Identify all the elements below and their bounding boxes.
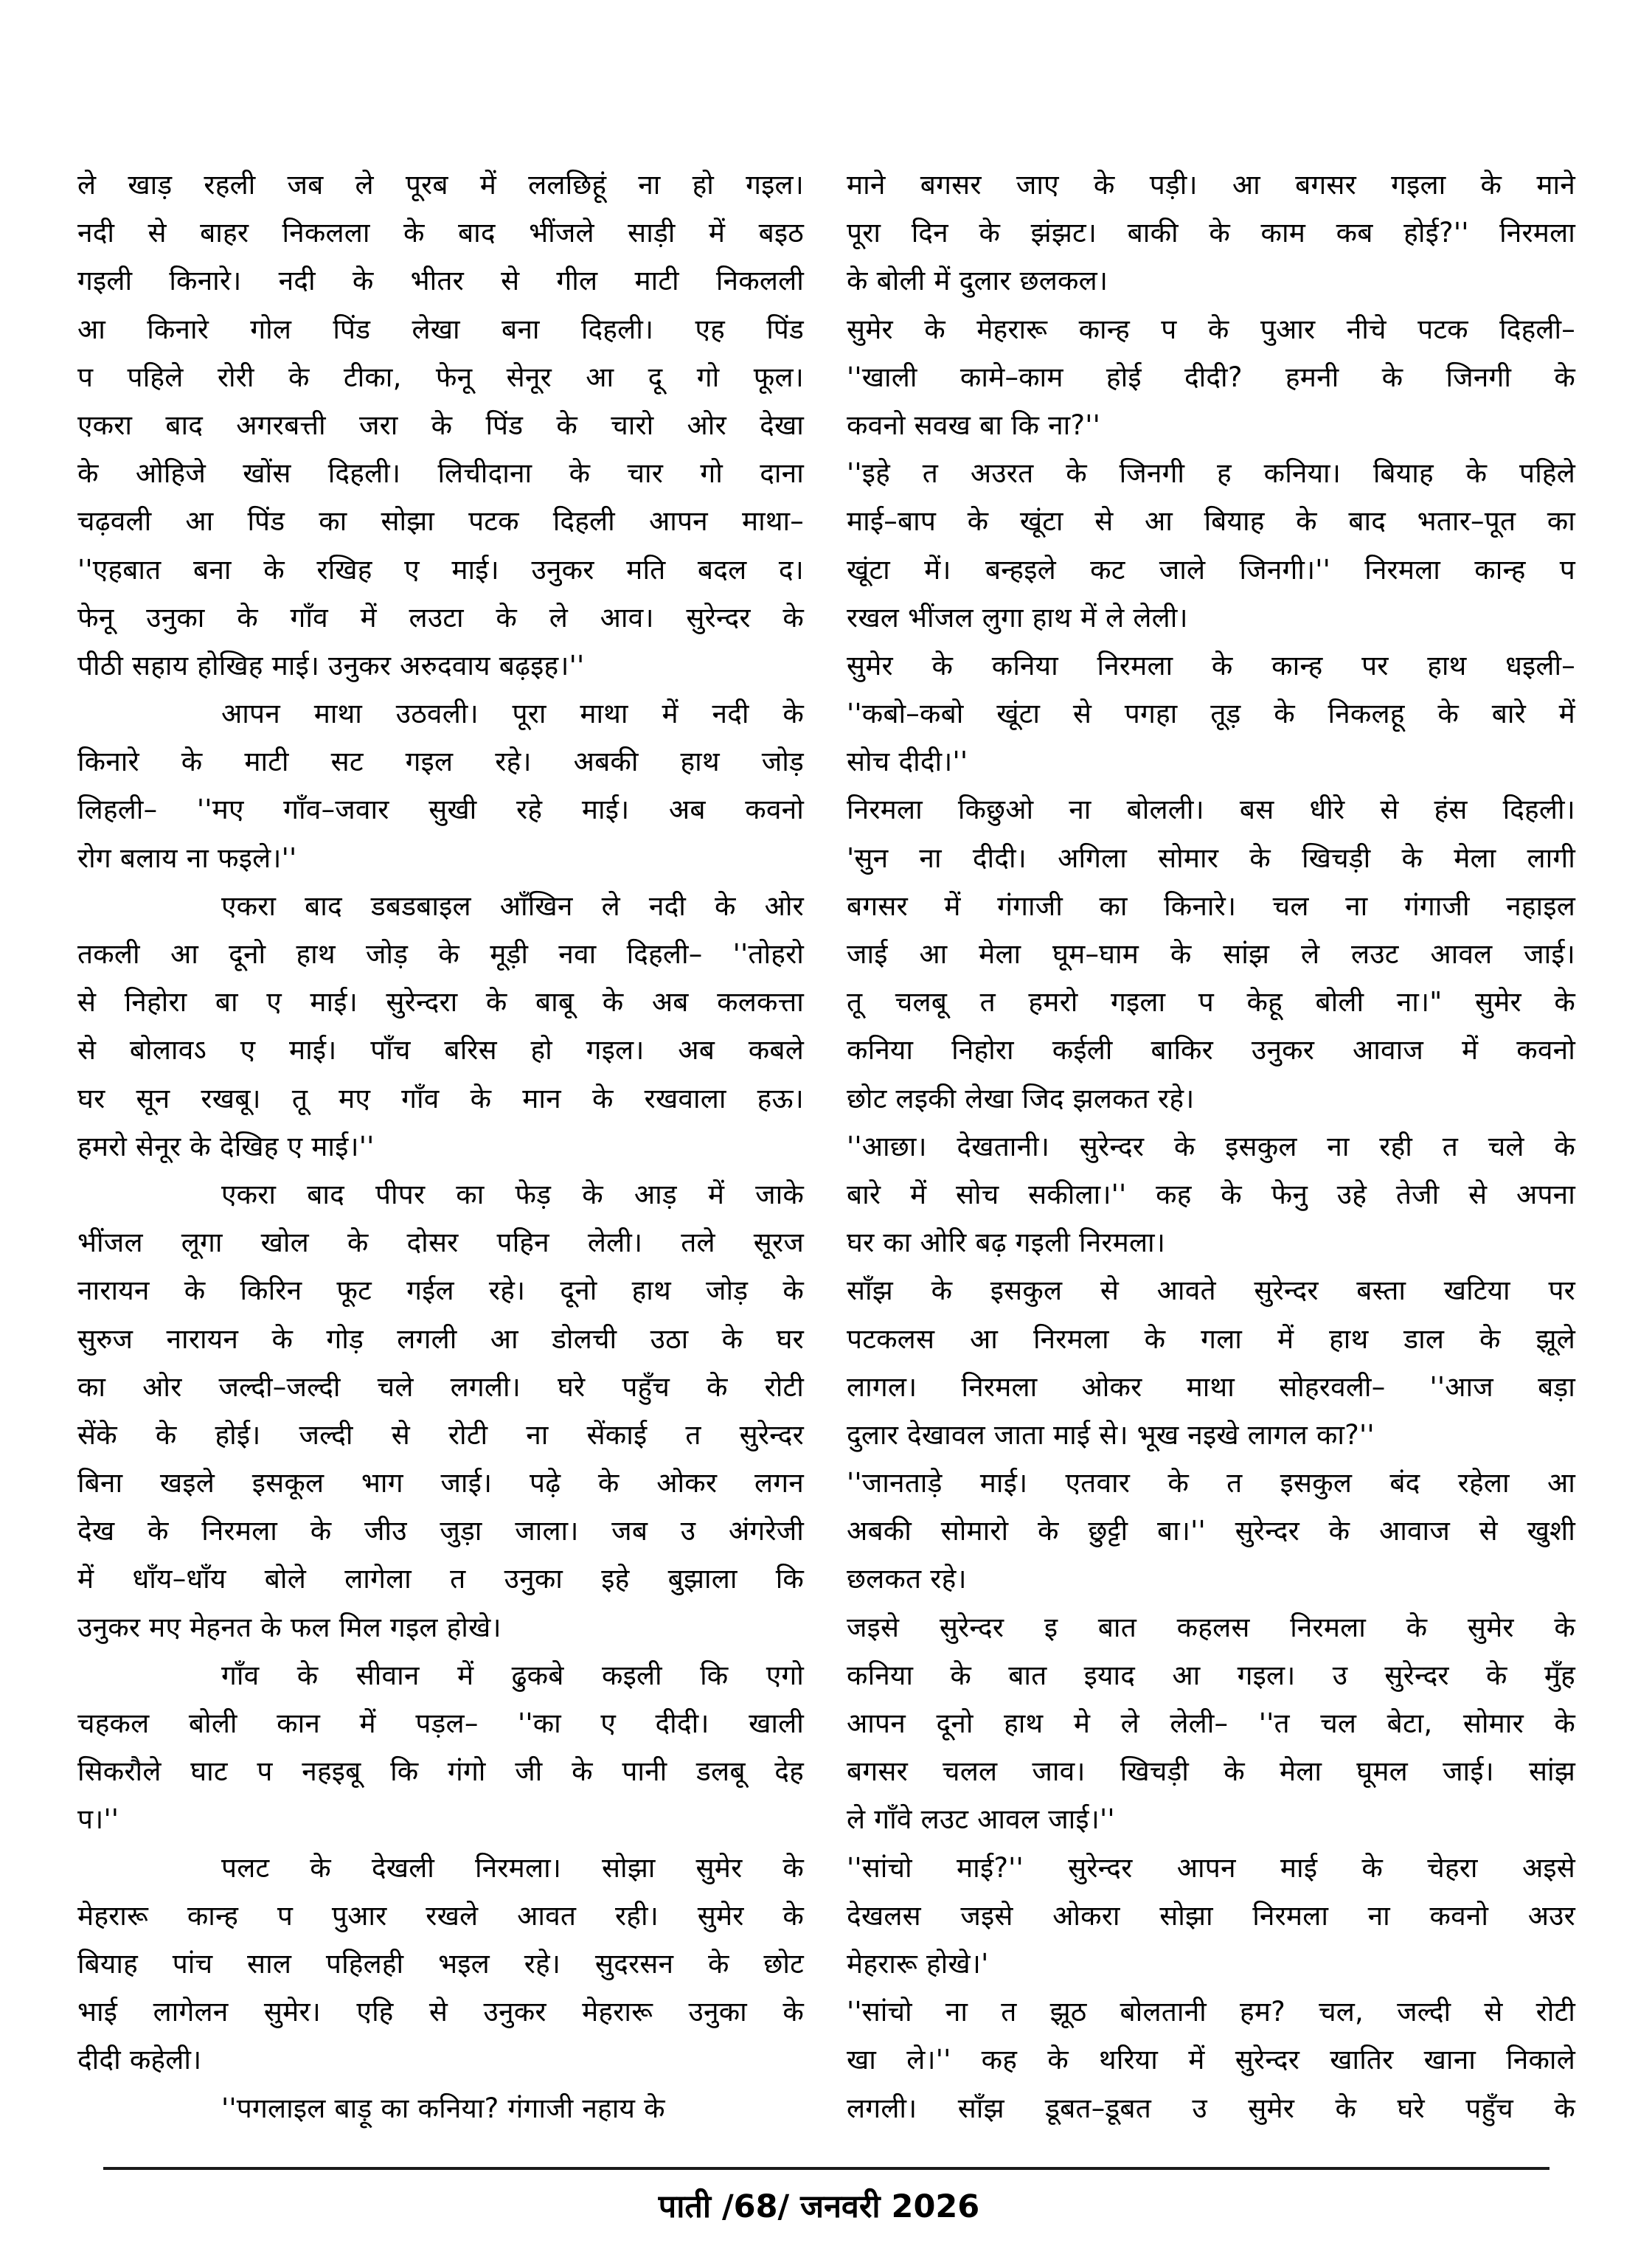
text-line: चहकल बोली कान में पड़ल– ''का ए दीदी। खाली: [77, 1707, 804, 1739]
text-line: के बोली में दुलार छलकल।: [847, 265, 1108, 297]
text-line: देख के निरमला के जीउ जुड़ा जाला। जब उ अंगरेजी: [77, 1515, 804, 1547]
text-line: नदी से बाहर निकलला के बाद भींजले साड़ी में बइठ: [77, 217, 804, 249]
text-line: के ओहिजे खोंस दिहली। लिचीदाना के चार गो दाना: [77, 457, 804, 490]
text-line: सोच दीदी।'': [847, 746, 968, 778]
text-line: एकरा बाद पीपर का फेड़ के आड़ में जाके: [221, 1178, 804, 1210]
text-line: एकरा बाद अगरबत्ती जरा के पिंड के चारो ओर देखा: [77, 409, 804, 441]
text-line: एकरा बाद डबडबाइल आँखिन ले नदी के ओर: [221, 889, 804, 922]
text-line: कनिया निहोरा कईली बाकिर उनुकर आवाज में कवनो: [847, 1034, 1575, 1067]
text-line: अबकी सोमारो के छुट्टी बा।'' सुरेन्दर के आवाज से खुशी: [847, 1515, 1575, 1547]
text-line: रोग बलाय ना फइले।'': [77, 842, 297, 874]
text-line: माई–बाप के खूंटा से आ बियाह के बाद भतार–पूत का: [847, 505, 1575, 538]
text-line: निरमला किछुओ ना बोलली। बस धीरे से हंस दिहली।: [847, 794, 1575, 826]
text-line: ''खाली कामे–काम होई दीदी? हमनी के जिनगी के: [847, 361, 1575, 393]
text-line: बिना खइले इसकूल भाग जाई। पढ़े के ओकर लगन: [77, 1467, 804, 1499]
text-line: बगसर में गंगाजी का किनारे। चल ना गंगाजी नहाइल: [847, 889, 1575, 922]
text-line: तू चलबू त हमरो गइला प केहू बोली ना।" सुमेर के: [847, 986, 1575, 1019]
text-line: 'सुन ना दीदी। अगिला सोमार के खिचड़ी के मेला लागी: [847, 842, 1575, 874]
text-line: कवनो सवख बा कि ना?'': [847, 409, 1101, 441]
text-line: में धाँय–धाँय बोले लागेला त उनुका इहे बुझाला कि: [77, 1563, 804, 1595]
text-line: गाँव के सीवान में ढुकबे कइली कि एगो: [221, 1659, 804, 1691]
text-line: बगसर चलल जाव। खिचड़ी के मेला घूमल जाई। सांझ: [847, 1755, 1575, 1788]
text-line: रखल भींजल लुगा हाथ में ले लेली।: [847, 601, 1188, 634]
text-line: हमरो सेनूर के देखिह ए माई।'': [77, 1130, 375, 1162]
text-line: ''कबो–कबो खूंटा से पगहा तूड़ के निकलहू के बारे में: [847, 698, 1575, 730]
text-line: पूरा दिन के झंझट। बाकी के काम कब होई?'' निरमला: [847, 217, 1575, 249]
page-footer: [0, 2185, 1638, 2229]
text-line: कनिया के बात इयाद आ गइल। उ सुरेन्दर के मुँह: [847, 1659, 1575, 1691]
text-line: चढ़वली आ पिंड का सोझा पटक दिहली आपन माथा–: [77, 505, 804, 538]
text-line: दुलार देखावल जाता माई से। भूख नइखे लागल का?'': [847, 1418, 1375, 1451]
text-line: पटकलस आ निरमला के गला में हाथ डाल के झूले: [847, 1322, 1575, 1355]
text-column-left: [77, 161, 804, 2132]
text-line: सुमेर के कनिया निरमला के कान्ह पर हाथ धइली–: [847, 649, 1575, 682]
text-line: आ किनारे गोल पिंड लेखा बना दिहली। एह पिंड: [77, 313, 804, 345]
text-column-right: [847, 161, 1575, 2132]
text-line: उनुकर मए मेहनत के फल मिल गइल होखे।: [77, 1611, 502, 1643]
text-line: देखलस जइसे ओकरा सोझा निरमला ना कवनो अउर: [847, 1899, 1575, 1932]
text-line: नारायन के किरिन फूट गईल रहे। दूनो हाथ जोड़ के: [77, 1275, 804, 1307]
text-line: लगली। साँझ डूबत–डूबत उ सुमेर के घरे पहुँच के: [847, 2092, 1575, 2124]
text-line: तकली आ दूनो हाथ जोड़ के मूड़ी नवा दिहली– ''तोहरो: [77, 938, 804, 970]
text-line: जइसे सुरेन्दर इ बात कहलस निरमला के सुमेर के: [847, 1611, 1575, 1643]
text-line: से निहोरा बा ए माई। सुरेन्दरा के बाबू के अब कलकत्ता: [77, 986, 804, 1019]
footer-divider-rule: [103, 2167, 1549, 2170]
text-line: साँझ के इसकुल से आवते सुरेन्दर बस्ता खटिया पर: [847, 1275, 1575, 1307]
text-line: माने बगसर जाए के पड़ी। आ बगसर गइला के माने: [847, 169, 1575, 201]
text-line: से बोलावऽ ए माई। पाँच बरिस हो गइल। अब कबले: [77, 1034, 804, 1067]
text-line: बियाह पांच साल पहिलही भइल रहे। सुदरसन के छोट: [77, 1947, 804, 1980]
text-line: सुरुज नारायन के गोड़ लगली आ डोलची उठा के घर: [77, 1322, 804, 1355]
page-footer-text: पाती /68/ जनवरी 2026: [658, 2188, 980, 2225]
text-line: ''सांचो ना त झूठ बोलतानी हम? चल, जल्दी से रोटी: [847, 1996, 1575, 2028]
text-line: आपन माथा उठवली। पूरा माथा में नदी के: [221, 698, 804, 730]
text-line: ''पगलाइल बाड़ू का कनिया? गंगाजी नहाय के: [221, 2092, 665, 2124]
text-line: घर का ओरि बढ़ गइली निरमला।: [847, 1227, 1166, 1259]
text-line: गइली किनारे। नदी के भीतर से गील माटी निकलली: [77, 265, 804, 297]
text-line: पीठी सहाय होखिह माई। उनुकर अरुदवाय बढ़इह।'': [77, 649, 585, 682]
text-line: सेंके के होई। जल्दी से रोटी ना सेंकाई त सुरेन्दर: [77, 1418, 804, 1451]
text-line: मेहरारू कान्ह प पुआर रखले आवत रही। सुमेर के: [77, 1899, 804, 1932]
text-line: भाई लागेलन सुमेर। एहि से उनुकर मेहरारू उनुका के: [77, 1996, 804, 2028]
text-line: जाई आ मेला घूम–घाम के सांझ ले लउट आवल जाई।: [847, 938, 1575, 970]
text-line: सुमेर के मेहरारू कान्ह प के पुआर नीचे पटक दिहली–: [847, 313, 1575, 345]
text-line: छोट लइकी लेखा जिद झलकत रहे।: [847, 1082, 1195, 1114]
text-line: सिकरौले घाट प नहइबू कि गंगो जी के पानी डलबू देह: [77, 1755, 804, 1788]
text-line: आपन दूनो हाथ मे ले लेली– ''त चल बेटा, सोमार के: [847, 1707, 1575, 1739]
text-line: का ओर जल्दी–जल्दी चले लगली। घरे पहुँच के रोटी: [77, 1370, 804, 1403]
text-line: ''इहे त अउरत के जिनगी ह कनिया। बियाह के पहिले: [847, 457, 1575, 490]
text-line: छलकत रहे।: [847, 1563, 967, 1595]
text-line: पलट के देखली निरमला। सोझा सुमेर के: [221, 1851, 804, 1884]
text-line: फेनू उनुका के गाँव में लउटा के ले आव। सुरेन्दर के: [77, 601, 804, 634]
text-line: लिहली– ''मए गाँव–जवार सुखी रहे माई। अब कवनो: [77, 794, 804, 826]
text-line: घर सून रखबू। तू मए गाँव के मान के रखवाला हऊ।: [77, 1082, 804, 1114]
text-line: बारे में सोच सकीला।'' कह के फेनु उहे तेजी से अपना: [847, 1178, 1575, 1210]
text-line: ''आछा। देखतानी। सुरेन्दर के इसकुल ना रही त चले के: [847, 1130, 1575, 1162]
text-line: प।'': [77, 1803, 119, 1836]
text-line: लागल। निरमला ओकर माथा सोहरवली– ''आज बड़ा: [847, 1370, 1575, 1403]
text-line: किनारे के माटी सट गइल रहे। अबकी हाथ जोड़: [77, 746, 804, 778]
text-line: ''जानताड़े माई। एतवार के त इसकुल बंद रहेला आ: [847, 1467, 1575, 1499]
text-line: ले गाँवे लउट आवल जाई।'': [847, 1803, 1115, 1836]
text-line: ''एहबात बना के रखिह ए माई। उनुकर मति बदल द।: [77, 553, 804, 586]
text-line: ले खाड़ रहली जब ले पूरब में ललछिहूं ना हो गइल।: [77, 169, 804, 201]
text-line: प पहिले रोरी के टीका, फेनू सेनूर आ दू गो फूल।: [77, 361, 804, 393]
text-line: खा ले।'' कह के थरिया में सुरेन्दर खातिर खाना निकाले: [847, 2044, 1575, 2076]
text-line: भींजल लूगा खोल के दोसर पहिन लेली। तले सूरज: [77, 1227, 804, 1259]
text-line: खूंटा में। बन्हइले कट जाले जिनगी।'' निरमला कान्ह प: [847, 553, 1575, 586]
text-line: ''सांचो माई?'' सुरेन्दर आपन माई के चेहरा अइसे: [847, 1851, 1575, 1884]
text-line: दीदी कहेली।: [77, 2044, 202, 2076]
text-line: मेहरारू होखे।': [847, 1947, 989, 1980]
